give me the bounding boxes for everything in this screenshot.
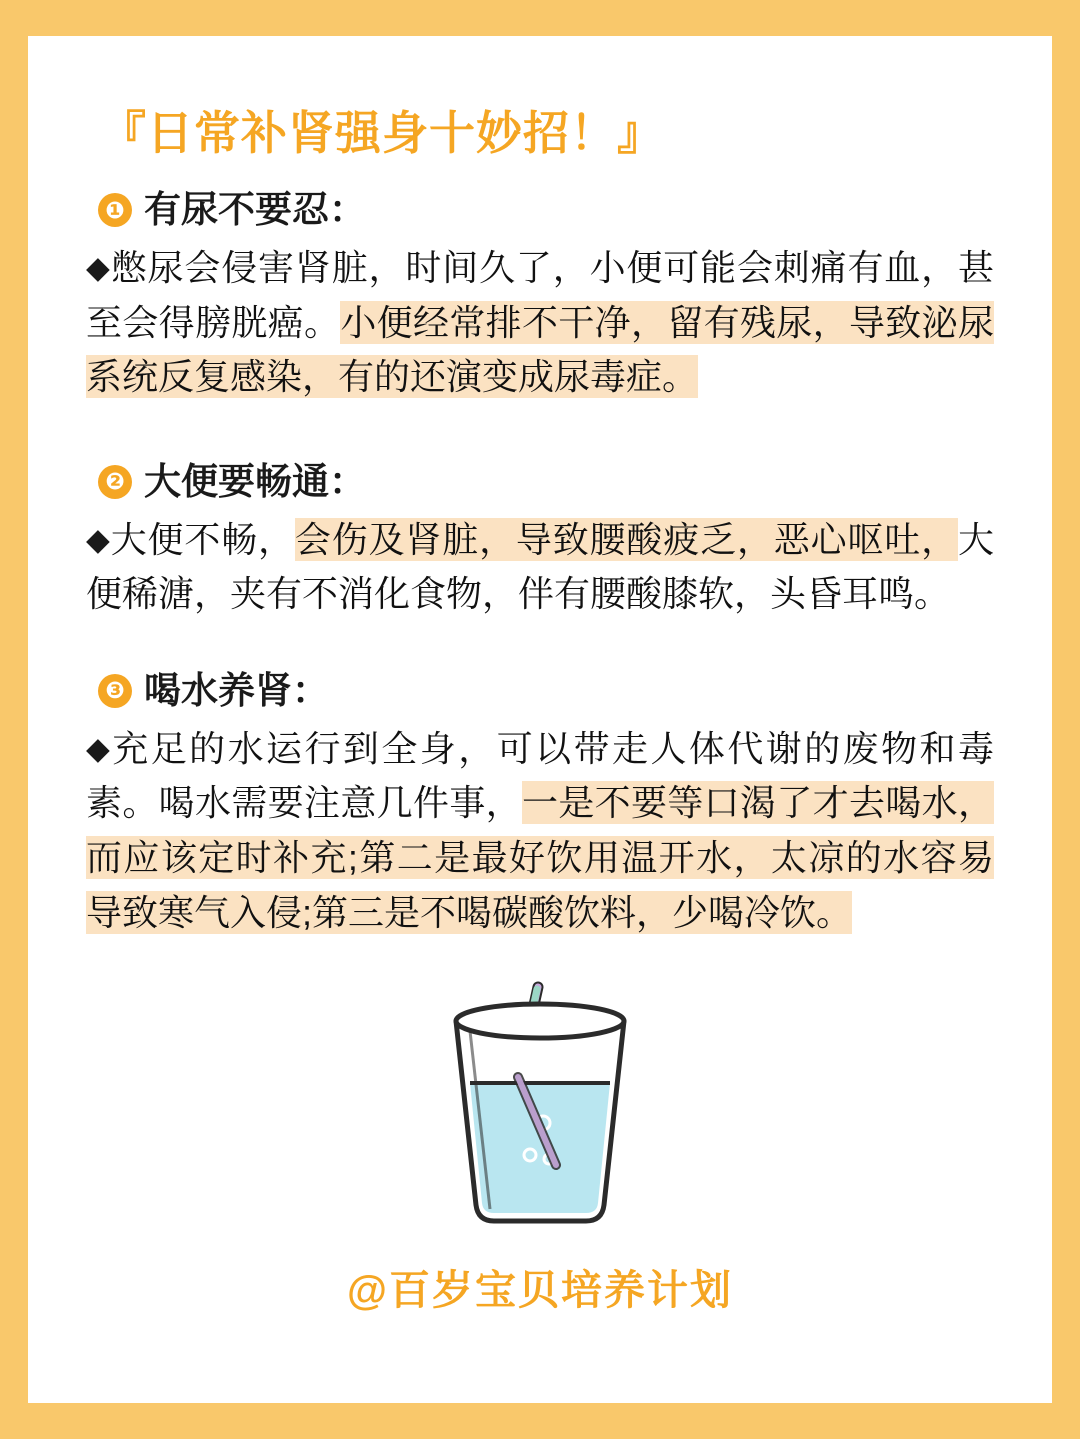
- number-badge-1: ❶: [98, 193, 132, 227]
- section-2-heading-text: 大便要畅通：: [144, 460, 366, 502]
- section-3: [86, 664, 994, 941]
- diamond-bullet-icon: ◆: [86, 521, 111, 557]
- content-card: [28, 36, 1052, 1403]
- number-badge-2: ❷: [98, 465, 132, 499]
- section-2-body: [86, 513, 994, 622]
- spacer-2: [86, 638, 994, 664]
- section-1-heading: [98, 183, 994, 237]
- section-1-text-plain: 憋尿会侵害肾脏，时间久了，小便可能会刺痛有血，甚至会得膀胱癌。: [86, 246, 994, 343]
- diamond-bullet-icon: ◆: [86, 730, 113, 766]
- illustration-area: [86, 959, 994, 1239]
- spacer-1: [86, 421, 994, 455]
- section-1-body: [86, 241, 994, 405]
- section-3-text-plain: 充足的水运行到全身，可以带走人体代谢的废物和毒素。喝水需要注意几件事，: [86, 727, 994, 824]
- section-2-text-plain: 大便不畅，: [110, 518, 295, 560]
- page-title: 『日常补肾强身十妙招！』: [100, 107, 664, 159]
- section-2: [86, 455, 994, 622]
- account-handle: @百岁宝贝培养计划: [347, 1266, 733, 1313]
- number-badge-3: ❸: [98, 674, 132, 708]
- section-1-heading-text: 有尿不要忍：: [144, 189, 366, 231]
- section-3-heading-text: 喝水养肾：: [144, 670, 329, 712]
- section-3-body: [86, 722, 994, 941]
- section-3-text-highlight: 一是不要等口渴了才去喝水，而应该定时补充;第二是最好饮用温开水，太凉的水容易导致寒气入侵;第三是不喝碳酸饮料，少喝冷饮。: [86, 782, 994, 933]
- section-2-heading: [98, 455, 994, 509]
- section-1-text-highlight: 小便经常排不干净，留有残尿，导致泌尿系统反复感染，有的还演变成尿毒症。: [86, 301, 994, 398]
- diamond-bullet-icon: ◆: [86, 249, 111, 285]
- section-1: [86, 183, 994, 405]
- section-2-text-highlight: 会伤及肾脏，导致腰酸疲乏，恶心呕吐，: [294, 518, 958, 560]
- section-3-heading: [98, 664, 994, 718]
- glass-of-water-with-straw-icon: [410, 959, 670, 1239]
- section-2-text-tail: 大便稀溏，夹有不消化食物，伴有腰酸膝软，头昏耳鸣。: [86, 518, 994, 615]
